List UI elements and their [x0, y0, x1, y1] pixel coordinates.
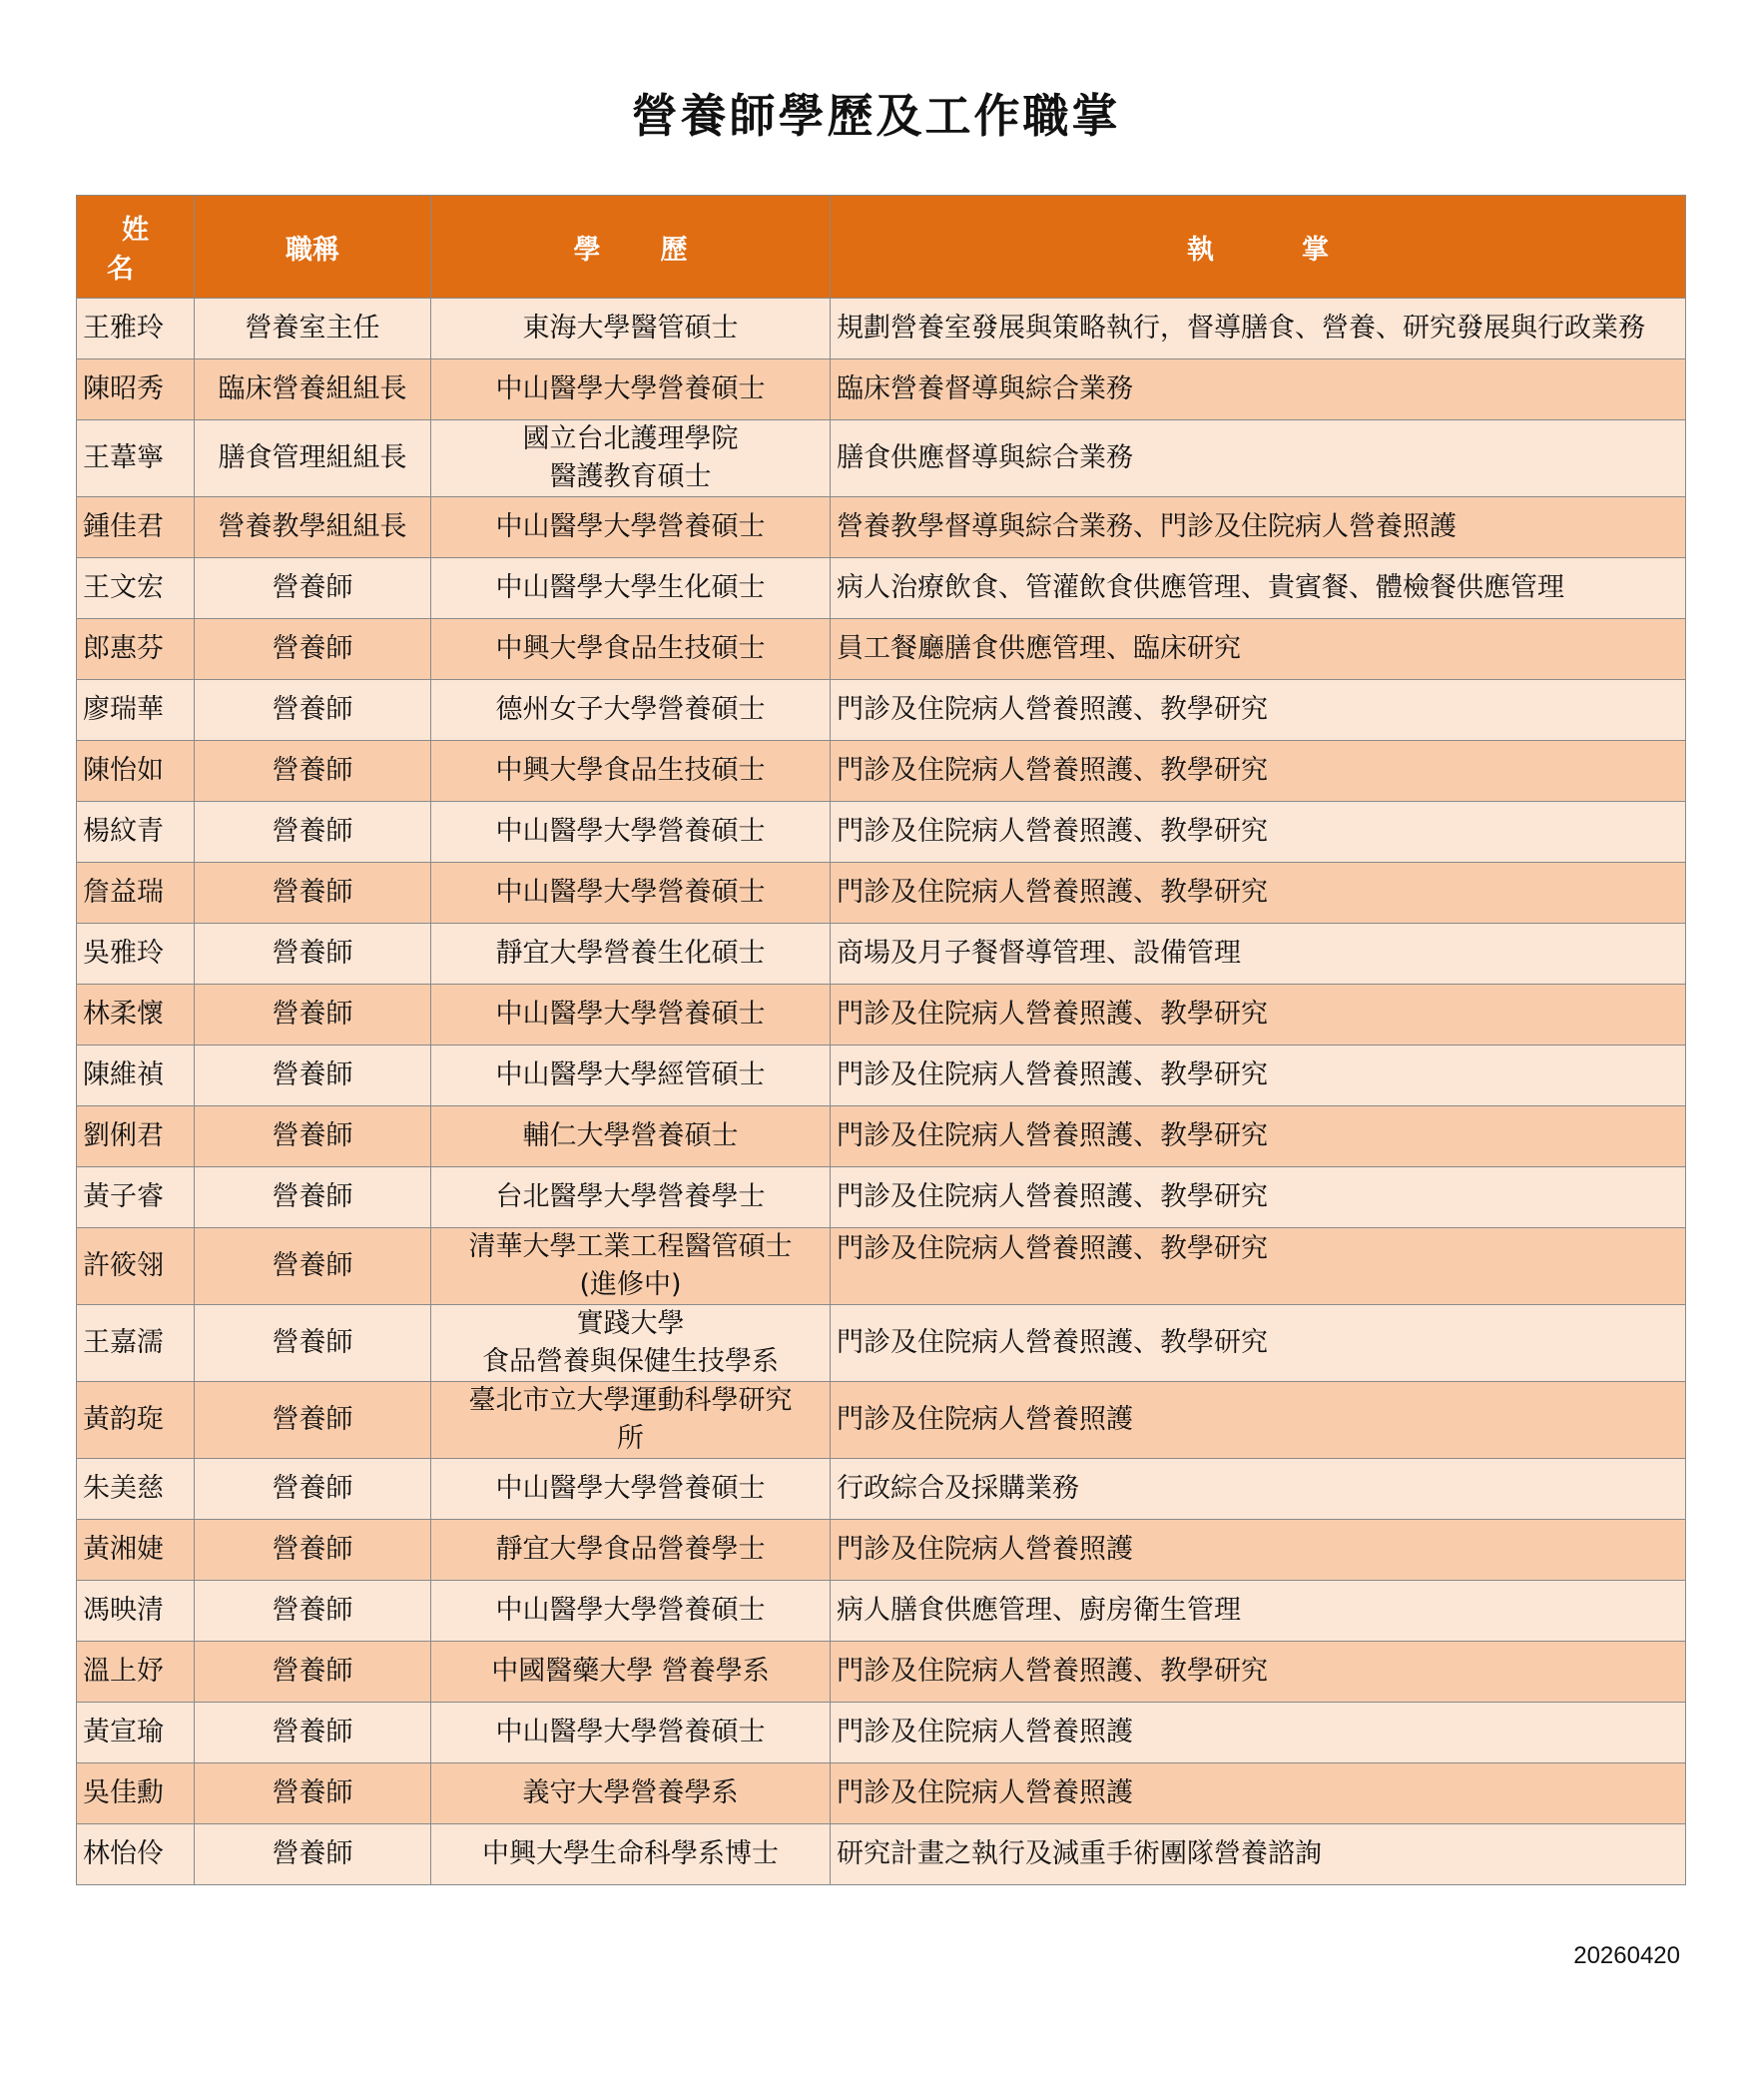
table-row [77, 420, 1686, 497]
education-line: 清華大學工業工程醫管碩士 [468, 1231, 793, 1262]
cell-duty: 門診及住院病人營養照護、教學研究 [831, 1046, 1686, 1106]
cell-education [431, 1581, 831, 1642]
education-line: 中山醫學大學營養碩士 [495, 1595, 766, 1626]
cell-education [431, 1167, 831, 1228]
cell-education [431, 1046, 831, 1106]
education-line: 中興大學生命科學系博士 [482, 1838, 779, 1869]
cell-name: 劉俐君 [77, 1106, 195, 1167]
cell-education [431, 497, 831, 558]
table-row [77, 1106, 1686, 1167]
cell-education [431, 1459, 831, 1520]
cell-name: 吳雅玲 [77, 924, 195, 985]
cell-title: 營養師 [195, 1046, 431, 1106]
cell-education [431, 985, 831, 1046]
dietitian-table [76, 195, 1686, 1885]
cell-duty: 研究計畫之執行及減重手術團隊營養諮詢 [831, 1824, 1686, 1885]
cell-duty: 營養教學督導與綜合業務、門診及住院病人營養照護 [831, 497, 1686, 558]
cell-title: 營養師 [195, 1167, 431, 1228]
cell-duty: 病人治療飲食、管灌飲食供應管理、貴賓餐、體檢餐供應管理 [831, 558, 1686, 619]
education-line: 臺北市立大學運動科學研究 [468, 1385, 793, 1416]
cell-duty: 門診及住院病人營養照護、教學研究 [831, 1167, 1686, 1228]
cell-title: 膳食管理組組長 [195, 420, 431, 497]
table-row [77, 1459, 1686, 1520]
education-line: 義守大學營養學系 [522, 1777, 739, 1808]
page-title: 營養師學歷及工作職掌 [631, 89, 1121, 143]
cell-name: 鍾佳君 [77, 497, 195, 558]
cell-name: 郎惠芬 [77, 619, 195, 680]
cell-title: 營養師 [195, 863, 431, 924]
cell-name: 黃子睿 [77, 1167, 195, 1228]
cell-education [431, 1305, 831, 1382]
table-row [77, 924, 1686, 985]
education-line: 中山醫學大學營養碩士 [495, 1473, 766, 1504]
cell-education [431, 1228, 831, 1305]
cell-duty: 臨床營養督導與綜合業務 [831, 359, 1686, 420]
cell-name: 王葦寧 [77, 420, 195, 497]
cell-title: 營養師 [195, 1520, 431, 1581]
cell-name: 陳怡如 [77, 741, 195, 802]
table-row [77, 1228, 1686, 1305]
cell-duty: 規劃營養室發展與策略執行，督導膳食、營養、研究發展與行政業務 [831, 299, 1686, 359]
education-line: 所 [617, 1423, 644, 1454]
table-header-row [77, 196, 1686, 299]
table-row [77, 359, 1686, 420]
cell-duty: 門診及住院病人營養照護、教學研究 [831, 863, 1686, 924]
header-title: 職稱 [195, 196, 431, 299]
education-line: 輔仁大學營養碩士 [522, 1120, 739, 1151]
table-row [77, 680, 1686, 741]
education-line: 德州女子大學營養碩士 [495, 694, 766, 725]
education-line: 靜宜大學食品營養學士 [495, 1534, 766, 1565]
cell-title: 營養師 [195, 1228, 431, 1305]
table-row [77, 741, 1686, 802]
cell-name: 廖瑞華 [77, 680, 195, 741]
cell-title: 營養師 [195, 680, 431, 741]
cell-title: 營養教學組組長 [195, 497, 431, 558]
education-line: 中山醫學大學營養碩士 [495, 999, 766, 1030]
cell-duty: 門診及住院病人營養照護、教學研究 [831, 1106, 1686, 1167]
cell-title: 臨床營養組組長 [195, 359, 431, 420]
cell-name: 林柔懷 [77, 985, 195, 1046]
education-line: 靜宜大學營養生化碩士 [495, 938, 766, 969]
cell-title: 營養師 [195, 1703, 431, 1763]
cell-name: 吳佳勳 [77, 1763, 195, 1824]
cell-duty: 門診及住院病人營養照護、教學研究 [831, 680, 1686, 741]
cell-title: 營養室主任 [195, 299, 431, 359]
cell-name: 林怡伶 [77, 1824, 195, 1885]
cell-duty: 門診及住院病人營養照護、教學研究 [831, 802, 1686, 863]
cell-title: 營養師 [195, 619, 431, 680]
table-row [77, 619, 1686, 680]
header-duty: 執掌 [831, 196, 1686, 299]
education-line: 中山醫學大學營養碩士 [495, 1717, 766, 1748]
cell-duty: 膳食供應督導與綜合業務 [831, 420, 1686, 497]
cell-name: 王文宏 [77, 558, 195, 619]
cell-duty: 員工餐廳膳食供應管理、臨床研究 [831, 619, 1686, 680]
education-line: 中山醫學大學營養碩士 [495, 877, 766, 908]
cell-name: 陳維禎 [77, 1046, 195, 1106]
cell-education [431, 558, 831, 619]
cell-duty: 門診及住院病人營養照護、教學研究 [831, 1642, 1686, 1703]
table-row [77, 558, 1686, 619]
education-line: 國立台北護理學院 [522, 423, 739, 454]
table-row [77, 802, 1686, 863]
header-name: 姓名 [77, 196, 195, 299]
table-row [77, 1581, 1686, 1642]
cell-duty: 行政綜合及採購業務 [831, 1459, 1686, 1520]
education-line: 中山醫學大學營養碩士 [495, 373, 766, 404]
cell-education [431, 680, 831, 741]
education-line: 醫護教育碩士 [549, 461, 712, 492]
table-row [77, 1520, 1686, 1581]
education-line: 食品營養與保健生技學系 [482, 1346, 779, 1377]
cell-name: 馮映清 [77, 1581, 195, 1642]
cell-title: 營養師 [195, 1305, 431, 1382]
education-line: 實踐大學 [576, 1308, 685, 1339]
table-row [77, 1305, 1686, 1382]
cell-title: 營養師 [195, 558, 431, 619]
cell-name: 溫上妤 [77, 1642, 195, 1703]
cell-duty: 門診及住院病人營養照護 [831, 1382, 1686, 1459]
cell-duty: 門診及住院病人營養照護 [831, 1703, 1686, 1763]
cell-title: 營養師 [195, 1382, 431, 1459]
education-line: 東海大學醫管碩士 [522, 313, 739, 344]
table-row [77, 1642, 1686, 1703]
table-row [77, 1382, 1686, 1459]
cell-duty: 門診及住院病人營養照護、教學研究 [831, 741, 1686, 802]
cell-education [431, 1382, 831, 1459]
table-row [77, 1763, 1686, 1824]
cell-duty: 門診及住院病人營養照護 [831, 1763, 1686, 1824]
cell-name: 黃湘婕 [77, 1520, 195, 1581]
cell-title: 營養師 [195, 1763, 431, 1824]
education-line: 中山醫學大學經管碩士 [495, 1059, 766, 1090]
cell-title: 營養師 [195, 741, 431, 802]
education-line: 中山醫學大學營養碩士 [495, 511, 766, 542]
cell-duty: 門診及住院病人營養照護、教學研究 [831, 1305, 1686, 1382]
cell-duty: 門診及住院病人營養照護、教學研究 [831, 985, 1686, 1046]
cell-duty: 門診及住院病人營養照護、教學研究 [831, 1228, 1686, 1305]
table-row [77, 1703, 1686, 1763]
cell-education [431, 802, 831, 863]
cell-duty: 病人膳食供應管理、廚房衛生管理 [831, 1581, 1686, 1642]
cell-education [431, 1763, 831, 1824]
cell-education [431, 1824, 831, 1885]
cell-education [431, 359, 831, 420]
education-line: 中國醫藥大學 營養學系 [491, 1656, 770, 1687]
table-row [77, 985, 1686, 1046]
cell-education [431, 1703, 831, 1763]
cell-name: 朱美慈 [77, 1459, 195, 1520]
cell-title: 營養師 [195, 1106, 431, 1167]
education-line: 中興大學食品生技碩士 [495, 755, 766, 786]
cell-name: 詹益瑞 [77, 863, 195, 924]
cell-education [431, 1106, 831, 1167]
cell-title: 營養師 [195, 1642, 431, 1703]
cell-education [431, 299, 831, 359]
cell-title: 營養師 [195, 985, 431, 1046]
cell-name: 黃韵琁 [77, 1382, 195, 1459]
cell-education [431, 741, 831, 802]
cell-education [431, 619, 831, 680]
header-education: 學歷 [431, 196, 831, 299]
education-line: 中山醫學大學生化碩士 [495, 572, 766, 603]
cell-education [431, 1642, 831, 1703]
cell-education [431, 420, 831, 497]
table-body [77, 299, 1686, 1885]
education-line: 中山醫學大學營養碩士 [495, 816, 766, 847]
cell-title: 營養師 [195, 1824, 431, 1885]
table-row [77, 1167, 1686, 1228]
cell-education [431, 863, 831, 924]
cell-title: 營養師 [195, 1581, 431, 1642]
cell-name: 王雅玲 [77, 299, 195, 359]
cell-education [431, 924, 831, 985]
cell-title: 營養師 [195, 924, 431, 985]
table-row [77, 299, 1686, 359]
education-line: (進修中) [579, 1269, 682, 1300]
cell-title: 營養師 [195, 802, 431, 863]
cell-name: 陳昭秀 [77, 359, 195, 420]
cell-duty: 門診及住院病人營養照護 [831, 1520, 1686, 1581]
cell-name: 楊紋青 [77, 802, 195, 863]
cell-education [431, 1520, 831, 1581]
table-row [77, 497, 1686, 558]
document-date: 20260420 [1573, 1942, 1680, 1969]
table-row [77, 1046, 1686, 1106]
cell-name: 王嘉濡 [77, 1305, 195, 1382]
education-line: 中興大學食品生技碩士 [495, 633, 766, 664]
table-row [77, 863, 1686, 924]
education-line: 台北醫學大學營養學士 [495, 1181, 766, 1212]
cell-name: 黃宣瑜 [77, 1703, 195, 1763]
table-row [77, 1824, 1686, 1885]
cell-name: 許筱翎 [77, 1228, 195, 1305]
cell-title: 營養師 [195, 1459, 431, 1520]
cell-duty: 商場及月子餐督導管理、設備管理 [831, 924, 1686, 985]
